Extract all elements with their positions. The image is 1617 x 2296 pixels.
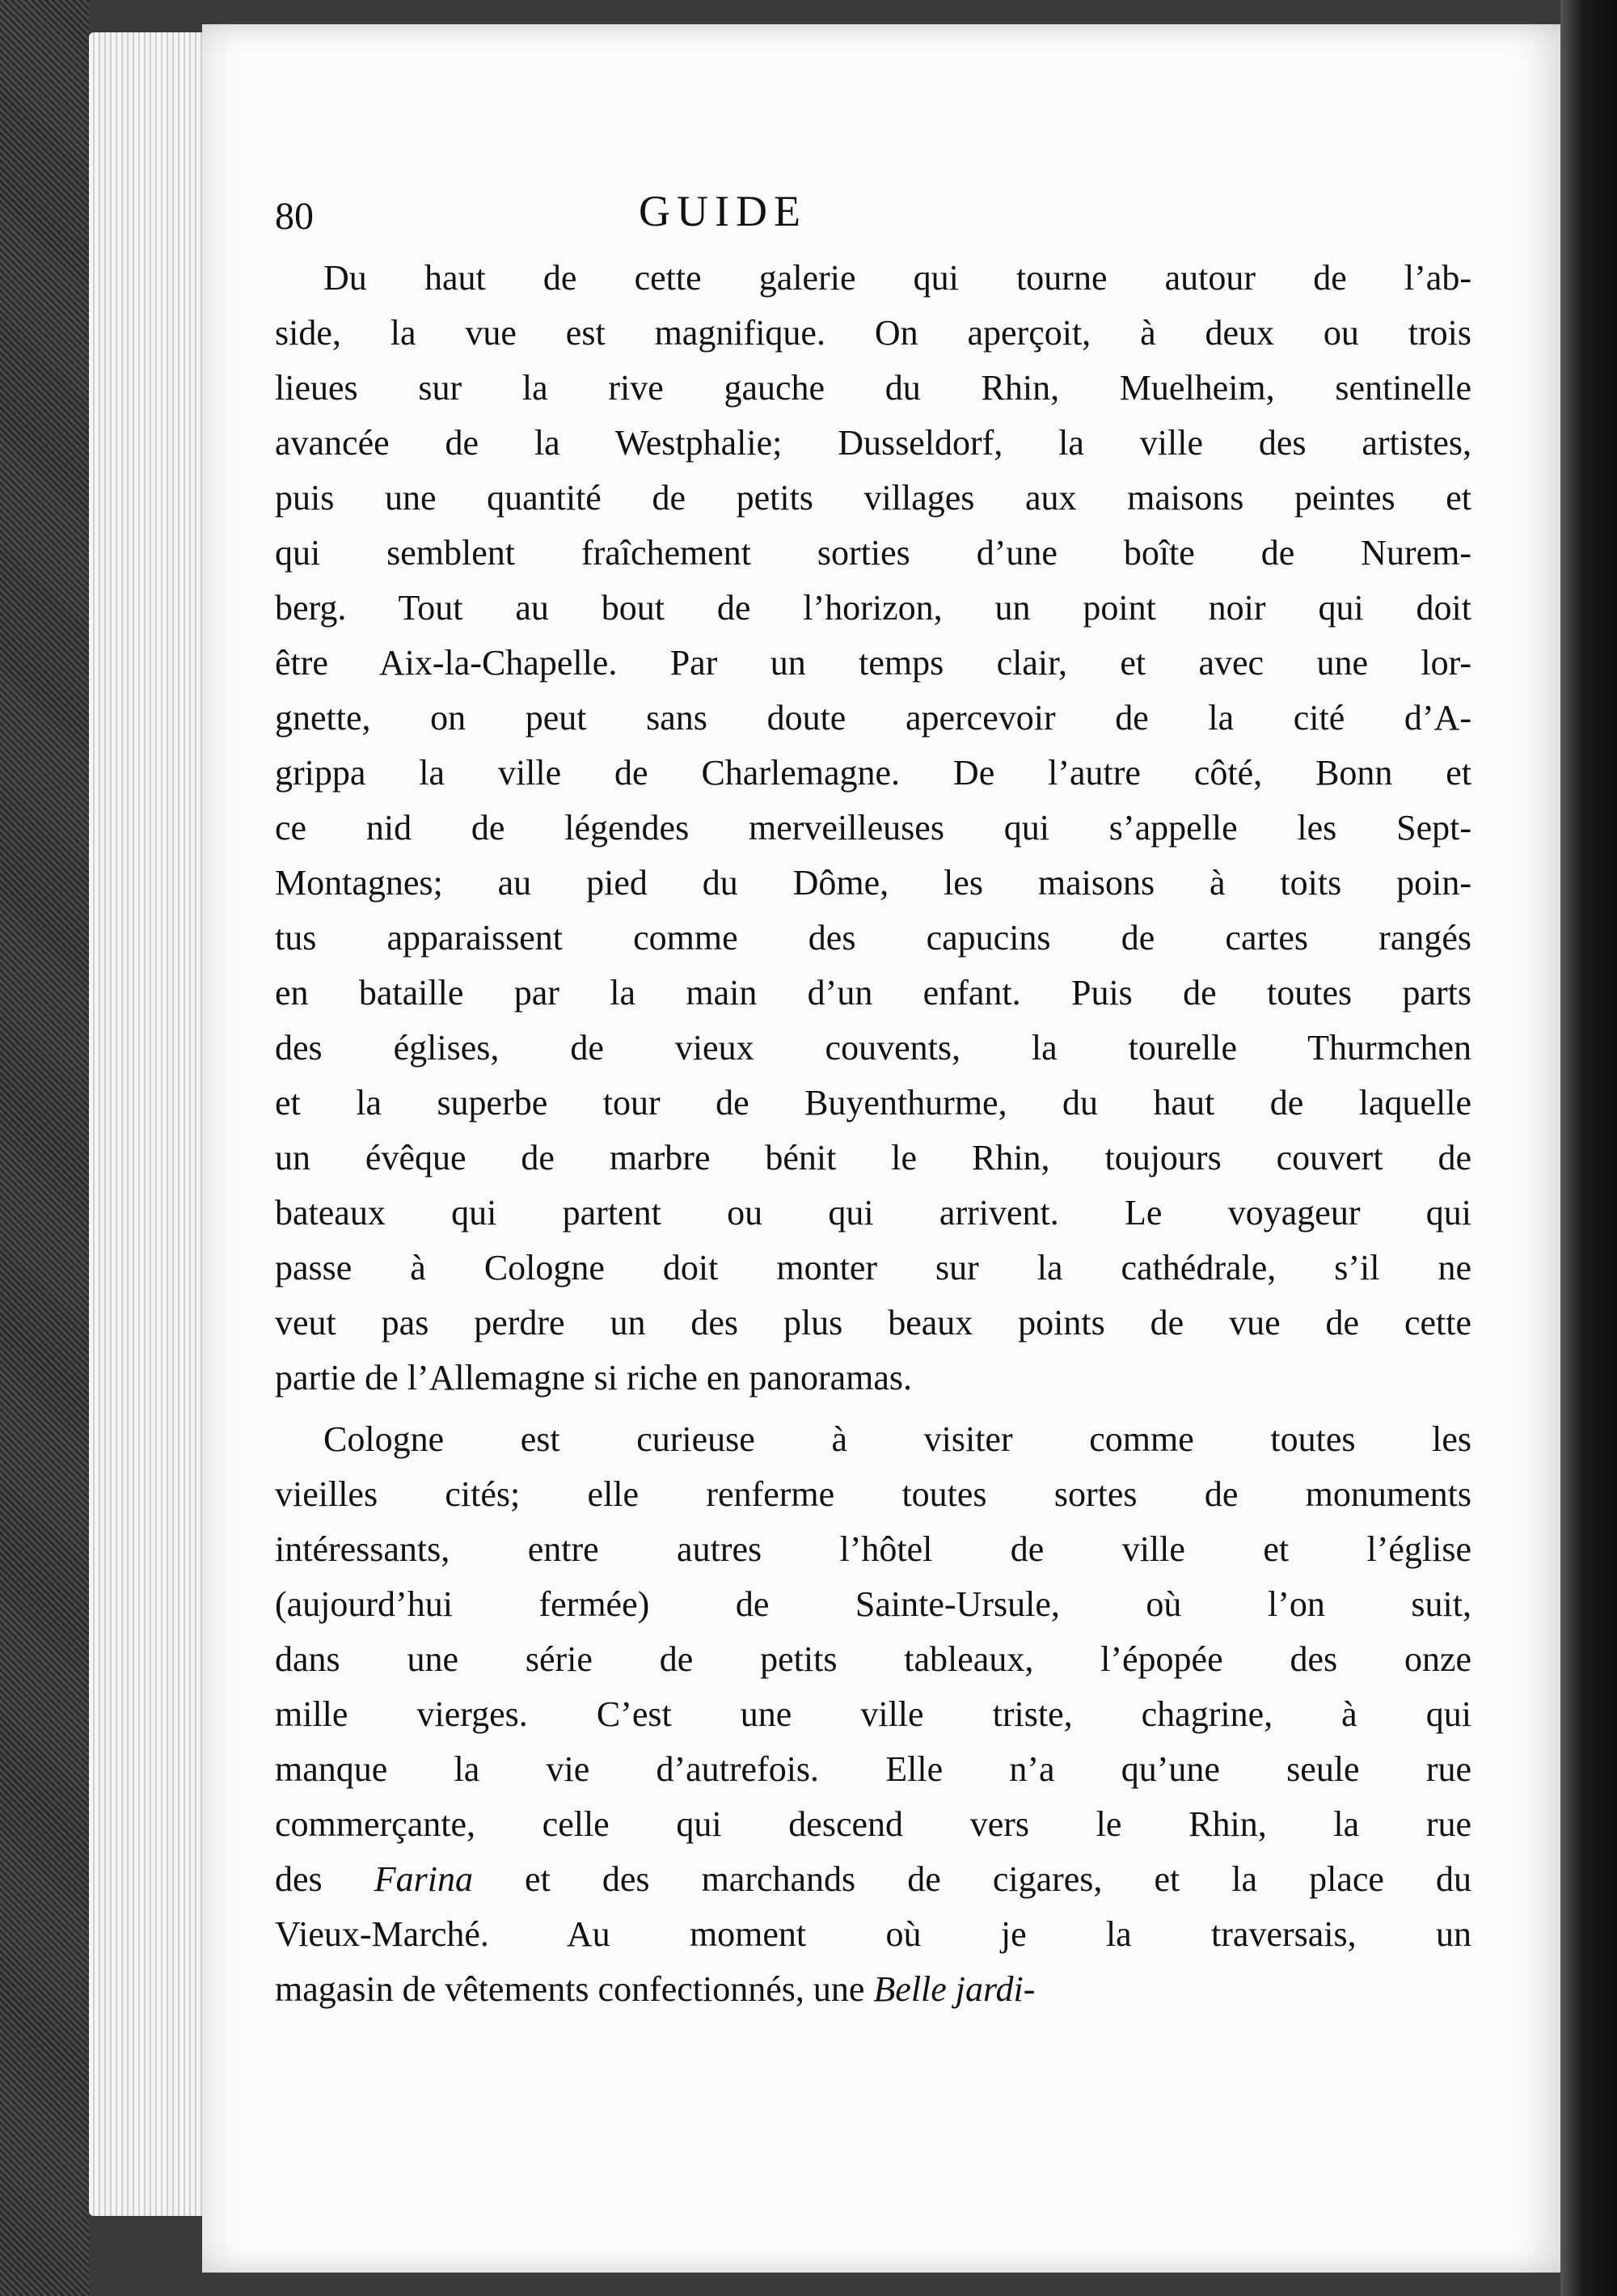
text-line: commerçante, celle qui descend vers le Rhin, la rue: [275, 1804, 1471, 1844]
text-line: des Farina et des marchands de cigares, et la place du: [275, 1859, 1471, 1899]
text-line: être Aix-la-Chapelle. Par un temps clair, et avec une lor-: [275, 643, 1471, 683]
text-line: grippa la ville de Charlemagne. De l’autre côté, Bonn et: [275, 753, 1471, 793]
text-line: gnette, on peut sans doute apercevoir de la cité d’A-: [275, 698, 1471, 738]
text-line: partie de l’Allemagne si riche en panoramas.: [275, 1358, 913, 1397]
text-line: berg. Tout au bout de l’horizon, un point noir qui doit: [275, 588, 1471, 628]
text-line: magasin de vêtements confectionnés, une Belle jardi-: [275, 1969, 1036, 2009]
text-line: puis une quantité de petits villages aux maisons peintes et: [275, 478, 1471, 518]
text-line: Du haut de cette galerie qui tourne autour de l’ab-: [323, 258, 1471, 298]
text-line: bateaux qui partent ou qui arrivent. Le voyageur qui: [275, 1193, 1471, 1233]
paragraph: [275, 1412, 1471, 2017]
running-title: GUIDE: [639, 187, 807, 235]
text-line: dans une série de petits tableaux, l’épopée des onze: [275, 1639, 1471, 1679]
text-line: tus apparaissent comme des capucins de cartes rangés: [275, 918, 1471, 958]
text-line: des églises, de vieux couvents, la tourelle Thurmchen: [275, 1028, 1471, 1068]
book-cover-right: [1560, 0, 1617, 2296]
text-line: Montagnes; au pied du Dôme, les maisons à toits poin-: [275, 863, 1471, 903]
page-number: 80: [275, 195, 314, 238]
text-line: Cologne est curieuse à visiter comme toutes les: [323, 1419, 1471, 1459]
text-line: mille vierges. C’est une ville triste, chagrine, à qui: [275, 1694, 1471, 1734]
text-line: lieues sur la rive gauche du Rhin, Muelheim, sentinelle: [275, 368, 1471, 408]
text-line: side, la vue est magnifique. On aperçoit, à deux ou trois: [275, 313, 1471, 353]
text-line: ce nid de légendes merveilleuses qui s’appelle les Sept-: [275, 808, 1471, 848]
text-line: (aujourd’hui fermée) de Sainte-Ursule, où l’on suit,: [275, 1584, 1471, 1624]
text-line: avancée de la Westphalie; Dusseldorf, la ville des artistes,: [275, 423, 1471, 463]
book-cover-left: [0, 0, 89, 2296]
page-edges: [89, 32, 210, 2216]
page-header: [275, 170, 1083, 243]
paragraph: [275, 251, 1471, 1406]
text-line: passe à Cologne doit monter sur la cathédrale, s’il ne: [275, 1248, 1471, 1288]
text-line: intéressants, entre autres l’hôtel de ville et l’église: [275, 1529, 1471, 1569]
text-line: vieilles cités; elle renferme toutes sortes de monuments: [275, 1474, 1471, 1514]
text-line: un évêque de marbre bénit le Rhin, toujours couvert de: [275, 1138, 1471, 1178]
text-line: et la superbe tour de Buyenthurme, du haut de laquelle: [275, 1083, 1471, 1123]
text-line: Vieux-Marché. Au moment où je la traversais, un: [275, 1914, 1471, 1954]
text-line: en bataille par la main d’un enfant. Puis de toutes parts: [275, 973, 1471, 1013]
text-line: qui semblent fraîchement sorties d’une boîte de Nurem-: [275, 533, 1471, 573]
text-line: manque la vie d’autrefois. Elle n’a qu’une seule rue: [275, 1749, 1471, 1789]
body-text: [275, 251, 1471, 2017]
text-line: veut pas perdre un des plus beaux points de vue de cette: [275, 1303, 1471, 1343]
